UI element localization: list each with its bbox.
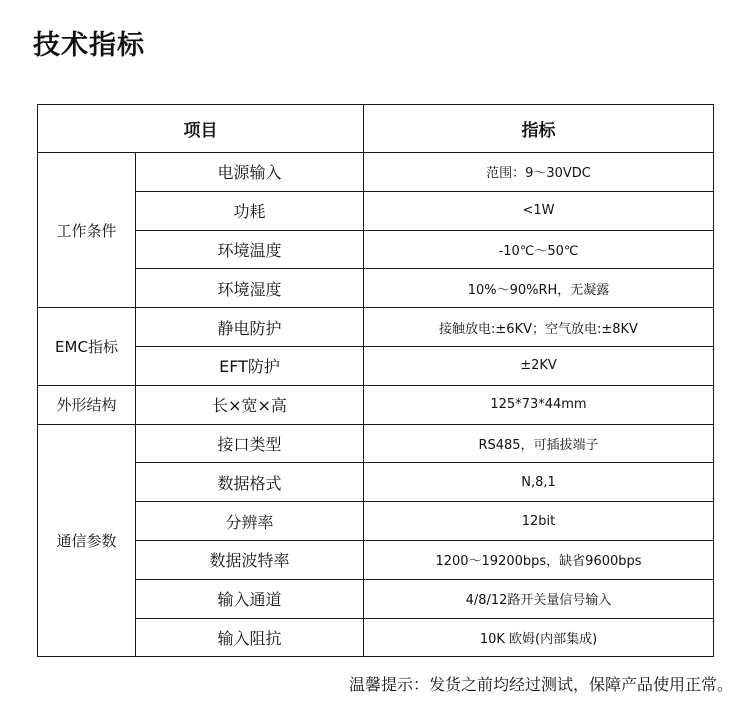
item-cell: 分辨率 [136,502,364,541]
table-row [38,308,714,347]
value-cell: 10%～90%RH，无凝露 [364,269,714,308]
value-cell: 范围：9～30VDC [364,153,714,192]
group-label-dimensions: 外形结构 [38,385,136,424]
item-cell: 输入阻抗 [136,618,364,657]
table-row [38,346,714,385]
page-title: 技术指标 [33,30,145,61]
table-row [38,579,714,618]
table-row [38,385,714,424]
value-cell: ±2KV [364,346,714,385]
value-cell: 1200～19200bps，缺省9600bps [364,540,714,579]
value-cell: N,8,1 [364,463,714,502]
column-header-spec: 指标 [364,105,714,153]
value-cell: 10K 欧姆(内部集成) [364,618,714,657]
item-cell: 接口类型 [136,424,364,463]
value-cell: 接触放电:±6KV；空气放电:±8KV [364,308,714,347]
value-cell: 12bit [364,502,714,541]
table-row [38,230,714,269]
item-cell: EFT防护 [136,346,364,385]
table-header-row [38,105,714,153]
value-cell: <1W [364,191,714,230]
group-label-emc: EMC指标 [38,308,136,386]
table-row [38,463,714,502]
group-label-working-conditions: 工作条件 [38,153,136,308]
table-row [38,424,714,463]
item-cell: 输入通道 [136,579,364,618]
item-cell: 环境温度 [136,230,364,269]
table-row [38,502,714,541]
spec-table [37,104,714,657]
item-cell: 电源输入 [136,153,364,192]
table-row [38,191,714,230]
item-cell: 数据格式 [136,463,364,502]
table-row [38,269,714,308]
value-cell: RS485，可插拔端子 [364,424,714,463]
table-row [38,153,714,192]
table-row [38,618,714,657]
value-cell: 125*73*44mm [364,385,714,424]
item-cell: 静电防护 [136,308,364,347]
footer-note: 温馨提示：发货之前均经过测试，保障产品使用正常。 [348,675,733,694]
group-label-communication: 通信参数 [38,424,136,657]
value-cell: 4/8/12路开关量信号输入 [364,579,714,618]
item-cell: 功耗 [136,191,364,230]
item-cell: 长×宽×高 [136,385,364,424]
value-cell: -10℃～50℃ [364,230,714,269]
column-header-item: 项目 [38,105,364,153]
table-row [38,540,714,579]
item-cell: 环境湿度 [136,269,364,308]
item-cell: 数据波特率 [136,540,364,579]
